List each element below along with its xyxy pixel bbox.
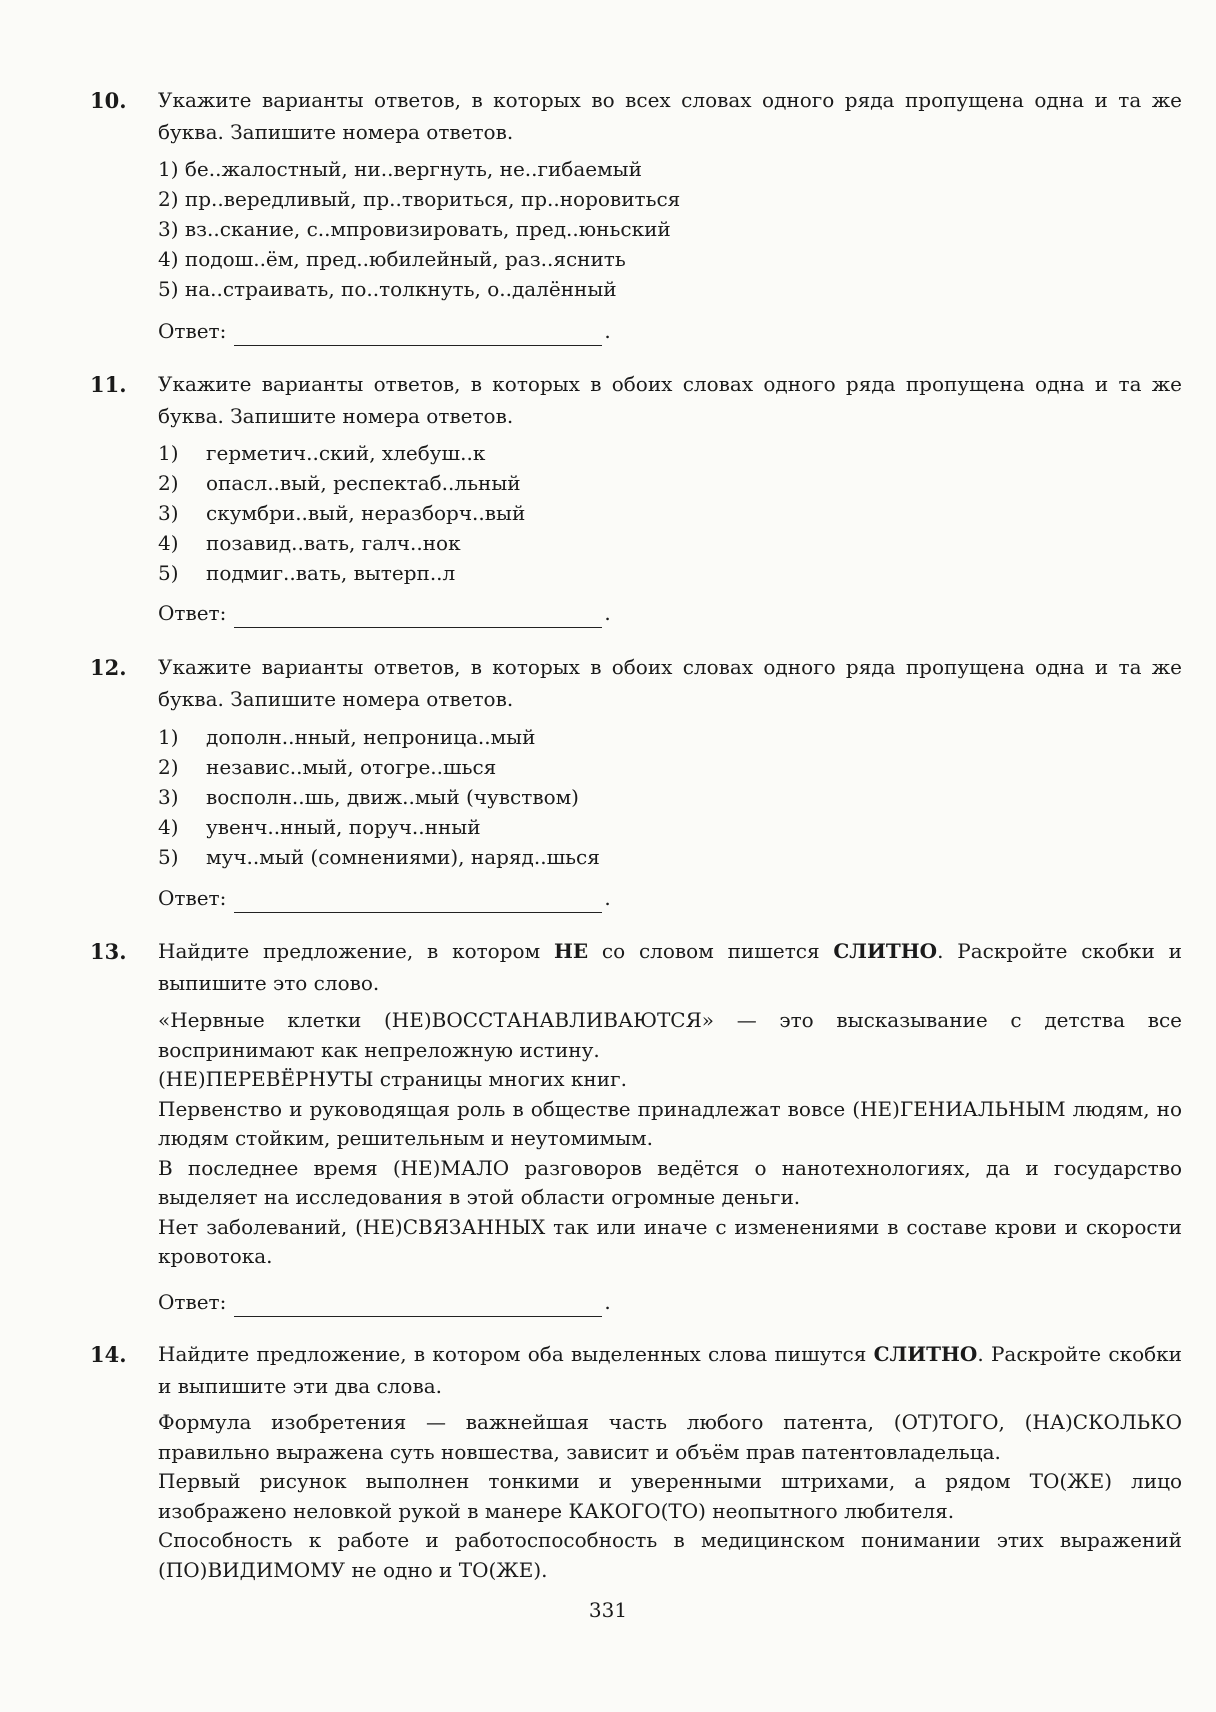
answer-field[interactable] bbox=[234, 1294, 602, 1317]
answer-row: Ответ: . bbox=[158, 316, 611, 346]
option: 4) подош..ём, пред..юбилейный, раз..яснить bbox=[158, 247, 626, 271]
sentence: (НЕ)ПЕРЕВЁРНУТЫ страницы многих книг. bbox=[158, 1067, 627, 1091]
question-prompt: Найдите предложение, в котором НЕ со словом пишется СЛИТНО. Раскройте скобки и выпишите это слово. bbox=[158, 939, 1183, 995]
option: 2) независ..мый, отогре..шься bbox=[158, 755, 497, 779]
sentence: Формула изобретения — важнейшая часть любого патента, (ОТ)ТОГО, (НА)СКОЛЬКО правильно выражена суть новшества, зависит и объём прав патентовладельца. bbox=[158, 1410, 1182, 1464]
option: 5) муч..мый (сомнениями), наряд..шься bbox=[158, 845, 600, 869]
sentences-block bbox=[158, 1408, 1182, 1585]
answer-field[interactable] bbox=[234, 605, 602, 628]
question-prompt: Укажите варианты ответов, в которых в обоих словах одного ряда пропущена одна и та же буква. Запишите номера ответов. bbox=[158, 655, 1182, 711]
question-prompt: Укажите варианты ответов, в которых во всех словах одного ряда пропущена одна и та же буква. Запишите номера ответов. bbox=[158, 88, 1182, 144]
sentence: «Нервные клетки (НЕ)ВОССТАНАВЛИВАЮТСЯ» — это высказывание с детства все воспринимают как непреложную истину. bbox=[158, 1008, 1182, 1062]
question-number: 10. bbox=[90, 88, 127, 113]
answer-field[interactable] bbox=[234, 323, 602, 346]
answer-row: Ответ: . bbox=[158, 883, 611, 913]
option: 1) герметич..ский, хлебуш..к bbox=[158, 441, 486, 465]
sentence: В последнее время (НЕ)МАЛО разговоров ведётся о нанотехнологиях, да и государство выделяет на исследования в этой области огромные деньги. bbox=[158, 1155, 1182, 1209]
option: 3) вз..скание, с..мпровизировать, пред..юньский bbox=[158, 217, 671, 241]
option: 4) позавид..вать, галч..нок bbox=[158, 531, 461, 555]
options-list bbox=[158, 154, 680, 304]
question-number: 11. bbox=[90, 372, 127, 397]
option: 3) скумбри..вый, неразборч..вый bbox=[158, 501, 526, 525]
option: 4) увенч..нный, поруч..нный bbox=[158, 815, 481, 839]
answer-label: Ответ: bbox=[158, 601, 227, 625]
option: 1) бе..жалостный, ни..вергнуть, не..гибаемый bbox=[158, 157, 642, 181]
answer-row: Ответ: . bbox=[158, 1287, 611, 1317]
options-list bbox=[158, 722, 600, 872]
sentence: Первый рисунок выполнен тонкими и уверенными штрихами, а рядом ТО(ЖЕ) лицо изображено неловкой рукой в манере КАКОГО(ТО) неопытного любителя. bbox=[158, 1469, 1182, 1523]
sentence: Нет заболеваний, (НЕ)СВЯЗАННЫХ так или иначе с изменениями в составе крови и скорости кровотока. bbox=[158, 1214, 1182, 1268]
question-prompt: Укажите варианты ответов, в которых в обоих словах одного ряда пропущена одна и та же буква. Запишите номера ответов. bbox=[158, 372, 1182, 428]
option: 2) опасл..вый, респектаб..льный bbox=[158, 471, 521, 495]
question-number: 13. bbox=[90, 939, 127, 964]
option: 5) подмиг..вать, вытерп..л bbox=[158, 561, 456, 585]
answer-field[interactable] bbox=[234, 890, 602, 913]
option: 3) восполн..шь, движ..мый (чувством) bbox=[158, 785, 579, 809]
page-number: 331 bbox=[588, 1598, 628, 1622]
options-list bbox=[158, 438, 525, 588]
option: 1) дополн..нный, непроница..мый bbox=[158, 725, 536, 749]
option: 2) пр..вередливый, пр..твориться, пр..норовиться bbox=[158, 187, 681, 211]
sentences-block bbox=[158, 1006, 1182, 1272]
sentence: Способность к работе и работоспособность в медицинском понимании этих выражений (ПО)ВИДИМОМУ не одно и ТО(ЖЕ). bbox=[158, 1528, 1182, 1582]
option: 5) на..страивать, по..толкнуть, о..далённый bbox=[158, 277, 617, 301]
question-number: 14. bbox=[90, 1342, 127, 1367]
answer-label: Ответ: bbox=[158, 1290, 227, 1314]
sentence: Первенство и руководящая роль в обществе принадлежат вовсе (НЕ)ГЕНИАЛЬНЫМ людям, но людям стойким, решительным и неутомимым. bbox=[158, 1096, 1182, 1150]
question-prompt: Найдите предложение, в котором оба выделенных слова пишутся СЛИТНО. Раскройте скобки и выпишите эти два слова. bbox=[158, 1342, 1183, 1398]
answer-row: Ответ: . bbox=[158, 598, 611, 628]
question-number: 12. bbox=[90, 655, 127, 680]
answer-label: Ответ: bbox=[158, 319, 227, 343]
answer-label: Ответ: bbox=[158, 886, 227, 910]
